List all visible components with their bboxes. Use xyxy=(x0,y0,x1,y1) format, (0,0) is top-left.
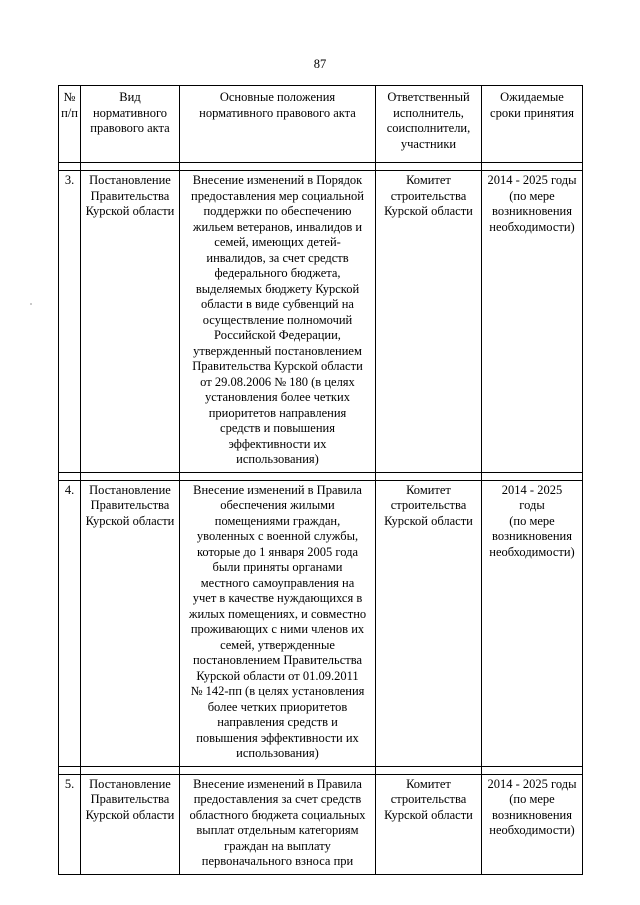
header-main-provisions-text: Основные положения нормативного правового акта xyxy=(199,90,356,120)
act-type: Постановление Правительства Курской области xyxy=(81,774,180,874)
table-row xyxy=(59,171,583,473)
act-terms: 2014 - 2025 годы (по мере возникновения необходимости) xyxy=(482,480,583,766)
table-row xyxy=(59,480,583,766)
row-number: 3. xyxy=(59,171,81,473)
act-executor: Комитет строительства Курской области xyxy=(376,480,482,766)
header-executor-text: Ответственный исполнитель, соисполнители, участники xyxy=(386,90,471,151)
header-terms xyxy=(482,86,583,163)
header-act-type-text: Вид нормативного правового акта xyxy=(90,90,170,135)
act-provisions: Внесение изменений в Правила обеспечения жилыми помещениями граждан, уволенных с военной службы, которые до 1 января 2005 года были приняты органами местного самоуправления на учет в качестве нуждающихся в жилых помещениях, и совместно проживающих с ними членов их семей, утвержденные постановлением Правительства Курской области от 01.09.2011 № 142-пп (в целях установления более четких приоритетов направления средств и повышения эффективности их использования) xyxy=(180,480,376,766)
spacer-row xyxy=(59,163,583,171)
spacer-row xyxy=(59,472,583,480)
act-executor: Комитет строительства Курской области xyxy=(376,774,482,874)
header-executor xyxy=(376,86,482,163)
scan-speck xyxy=(30,303,32,305)
act-type: Постановление Правительства Курской области xyxy=(81,480,180,766)
act-provisions: Внесение изменений в Порядок предоставления мер социальной поддержки по обеспечению жильем ветеранов, инвалидов и семей, имеющих детей- инвалидов, за счет средств федерального бюджета, выделяемых бюджету Курской области в виде субвенций на осуществление полномочий Российской Федерации, утвержденный постановлением Правительства Курской области от 29.08.2006 № 180 (в целях установления более четких приоритетов направления средств и повышения эффективности их использования) xyxy=(180,171,376,473)
act-terms: 2014 - 2025 годы (по мере возникновения необходимости) xyxy=(482,774,583,874)
act-provisions: Внесение изменений в Правила предоставления за счет средств областного бюджета социальных выплат отдельным категориям граждан на выплату первоначального взноса при xyxy=(180,774,376,874)
act-type: Постановление Правительства Курской области xyxy=(81,171,180,473)
header-act-type xyxy=(81,86,180,163)
header-main-provisions xyxy=(180,86,376,163)
legal-acts-table xyxy=(58,85,583,875)
header-terms-text: Ожидаемые сроки принятия xyxy=(490,90,574,120)
act-executor: Комитет строительства Курской области xyxy=(376,171,482,473)
header-num xyxy=(59,86,81,163)
page-number: 87 xyxy=(313,57,327,71)
table-header-row xyxy=(59,86,583,163)
table-row xyxy=(59,774,583,874)
spacer-row xyxy=(59,766,583,774)
act-terms: 2014 - 2025 годы (по мере возникновения необходимости) xyxy=(482,171,583,473)
header-num-text: № п/п xyxy=(61,90,78,120)
row-number: 5. xyxy=(59,774,81,874)
row-number: 4. xyxy=(59,480,81,766)
